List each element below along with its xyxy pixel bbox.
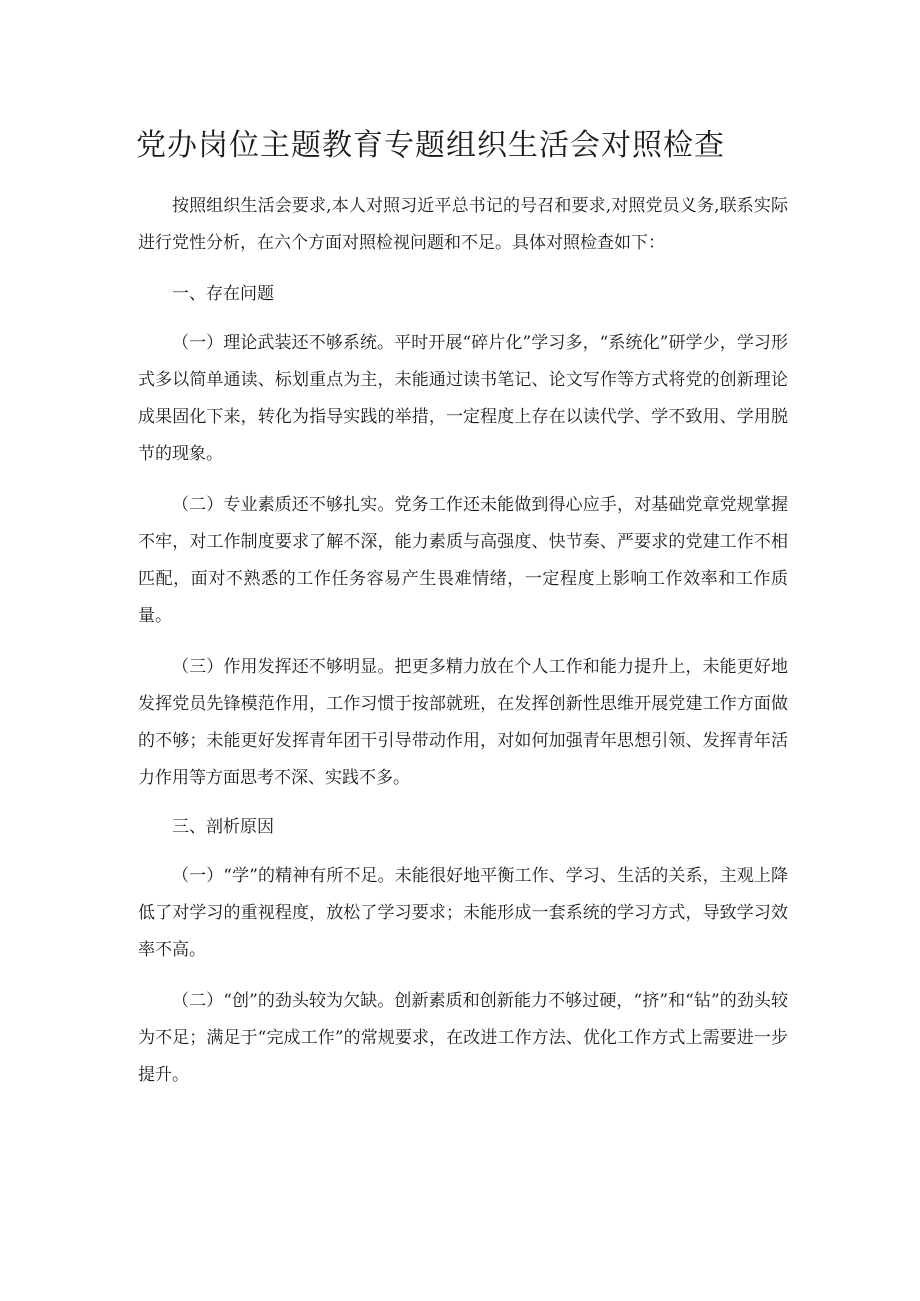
document-body xyxy=(138,188,788,1094)
section-heading-causes: 三、剖析原因 xyxy=(172,817,274,837)
problem-paragraph-2: （二）专业素质还不够扎实。党务工作还未能做到得心应手，对基础党章党规掌握不牢，对工作制度要求了解不深，能力素质与高强度、快节奏、严要求的党建工作不相匹配，面对不熟悉的工作任务容易产生畏难情绪，一定程度上影响工作效率和工作质量。 xyxy=(138,495,788,626)
section-heading-problems: 一、存在问题 xyxy=(172,284,274,304)
cause-paragraph-2: （二）“创”的劲头较为欠缺。创新素质和创新能力不够过硬，“挤”和“钻”的劲头较为不足；满足于“完成工作”的常规要求，在改进工作方法、优化工作方式上需要进一步提升。 xyxy=(138,991,788,1085)
problem-paragraph-1: （一）理论武装还不够系统。平时开展“碎片化”学习多，“系统化”研学少，学习形式多以简单通读、标划重点为主，未能通过读书笔记、论文写作等方式将党的创新理论成果固化下来，转化为指导实践的举措，一定程度上存在以读代学、学不致用、学用脱节的现象。 xyxy=(138,333,788,464)
intro-paragraph: 按照组织生活会要求,本人对照习近平总书记的号召和要求,对照党员义务,联系实际进行党性分析，在六个方面对照检视问题和不足。具体对照检查如下： xyxy=(138,196,788,253)
problem-paragraph-3: （三）作用发挥还不够明显。把更多精力放在个人工作和能力提升上，未能更好地发挥党员先锋模范作用，工作习惯于按部就班，在发挥创新性思维开展党建工作方面做的不够；未能更好发挥青年团干引导带动作用，对如何加强青年思想引领、发挥青年活力作用等方面思考不深、实践不多。 xyxy=(138,657,788,788)
cause-paragraph-1: （一）“学”的精神有所不足。未能很好地平衡工作、学习、生活的关系，主观上降低了对学习的重视程度，放松了学习要求；未能形成一套系统的学习方式，导致学习效率不高。 xyxy=(138,866,788,960)
document-title: 党办岗位主题教育专题组织生活会对照检查 xyxy=(136,128,725,163)
